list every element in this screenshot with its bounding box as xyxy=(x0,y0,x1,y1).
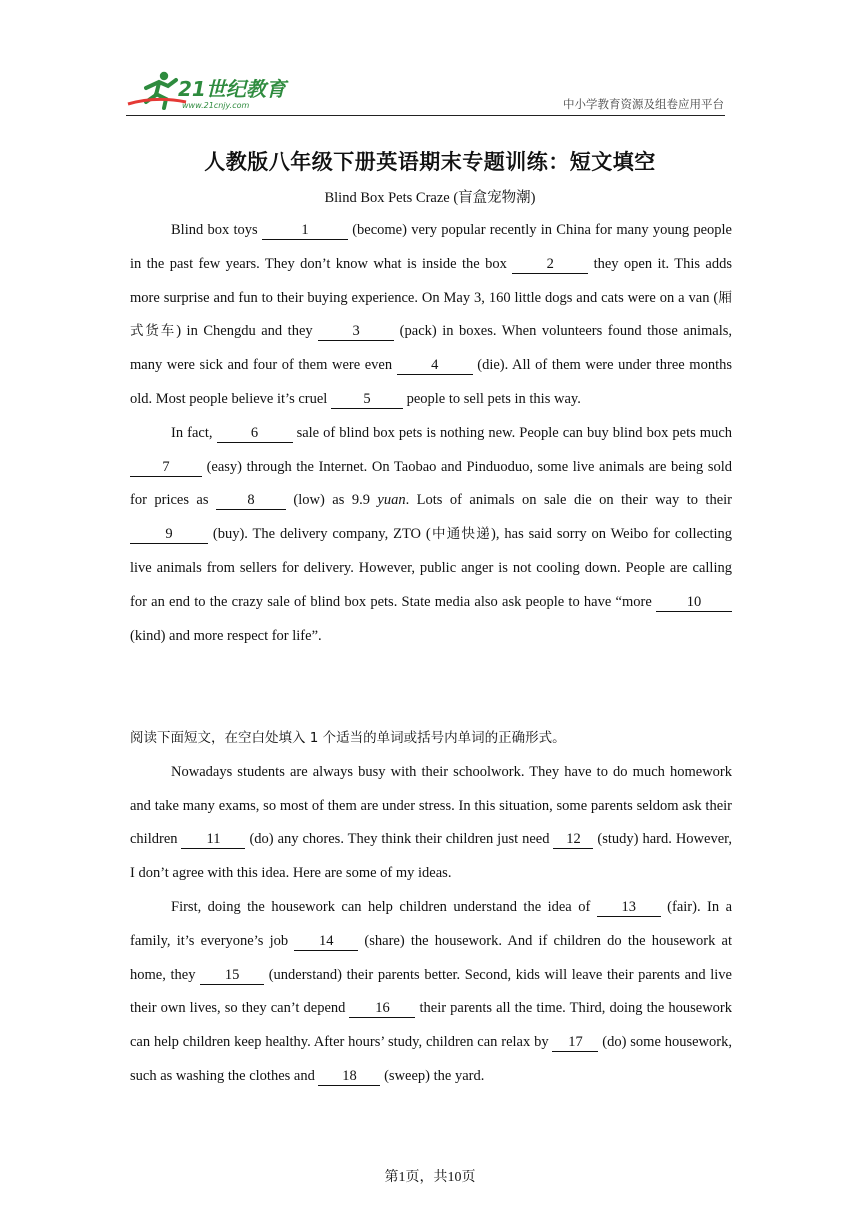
blank-12[interactable]: 12 xyxy=(553,830,593,849)
blank-18[interactable]: 18 xyxy=(318,1067,380,1086)
blank-17[interactable]: 17 xyxy=(552,1033,598,1052)
site-logo xyxy=(126,68,296,112)
blank-3[interactable]: 3 xyxy=(318,322,394,341)
svg-text:www.21cnjy.com: www.21cnjy.com xyxy=(182,101,250,110)
paragraph: Nowadays students are always busy with their schoolwork. They have to do much homework and take many exams, so most of them are under stress. In this situation, some parents seldom ask their children 11 (do) any chores. They think their children just need 12 (study) hard. However, I don’t agree with this idea. Here are some of my ideas. xyxy=(130,763,733,882)
blank-16[interactable]: 16 xyxy=(349,999,415,1018)
svg-text:21世纪教育: 21世纪教育 xyxy=(178,77,286,101)
paragraph: In fact, 6 sale of blind box pets is nothing new. People can buy blind box pets much 7 (easy) through the Internet. On Taobao and Pinduoduo, some live animals are being sold for prices as 8 (low) as 9.9 yuan. Lots of animals on sale die on their way to their 9 (buy). The delivery company, ZTO (中通快递), has said sorry on Weibo for collecting live animals from sellers for delivery. However, public anger is not cooling down. People are calling for an end to the crazy sale of blind box pets. State media also ask people to have “more 10 (kind) and more respect for life”. xyxy=(130,424,732,644)
passage-1 xyxy=(130,214,732,653)
blank-11[interactable]: 11 xyxy=(181,830,245,849)
blank-14[interactable]: 14 xyxy=(294,932,358,951)
blank-2[interactable]: 2 xyxy=(512,255,588,274)
blank-6[interactable]: 6 xyxy=(217,424,293,443)
blank-5[interactable]: 5 xyxy=(331,390,403,409)
passage-2 xyxy=(130,722,732,1094)
blank-1[interactable]: 1 xyxy=(262,221,348,240)
blank-8[interactable]: 8 xyxy=(216,491,286,510)
page-footer: 第1页，共10页 xyxy=(384,1170,476,1185)
page-title: 人教版八年级下册英语期末专题训练：短文填空 xyxy=(204,150,656,174)
paragraph: Blind box toys 1 (become) very popular recently in China for many young people in the past few years. They don’t know what is inside the box 2 they open it. This adds more surprise and fun to their buying experience. On May 3, 160 little dogs and cats were on a van (厢式货车) in Chengdu and they 3 (pack) in boxes. When volunteers found those animals, many were sick and four of them were even 4 (die). All of them were under three months old. Most people believe it’s cruel 5 people to sell pets in this way. xyxy=(130,222,732,407)
header-rule xyxy=(126,115,725,116)
blank-9[interactable]: 9 xyxy=(130,525,208,544)
passage-subtitle: Blind Box Pets Craze (盲盒宠物潮) xyxy=(324,190,536,206)
blank-15[interactable]: 15 xyxy=(200,966,264,985)
platform-name: 中小学教育资源及组卷应用平台 xyxy=(563,97,724,111)
blank-10[interactable]: 10 xyxy=(656,593,732,612)
page-header xyxy=(126,66,726,116)
blank-7[interactable]: 7 xyxy=(130,458,202,477)
blank-4[interactable]: 4 xyxy=(397,356,473,375)
paragraph: First, doing the housework can help children understand the idea of 13 (fair). In a family, it’s everyone’s job 14 (share) the housework. And if children do the housework at home, they 15 (understand) their parents better. Second, kids will leave their parents and live their own lives, so they can’t depend 16 their parents all the time. Third, doing the housework can help children keep healthy. After hours’ study, children can relax by 17 (do) some housework, such as washing the clothes and 18 (sweep) the yard. xyxy=(130,898,733,1084)
blank-13[interactable]: 13 xyxy=(597,898,661,917)
instruction: 阅读下面短文，在空白处填入 1 个适当的单词或括号内单词的正确形式。 xyxy=(130,730,566,746)
